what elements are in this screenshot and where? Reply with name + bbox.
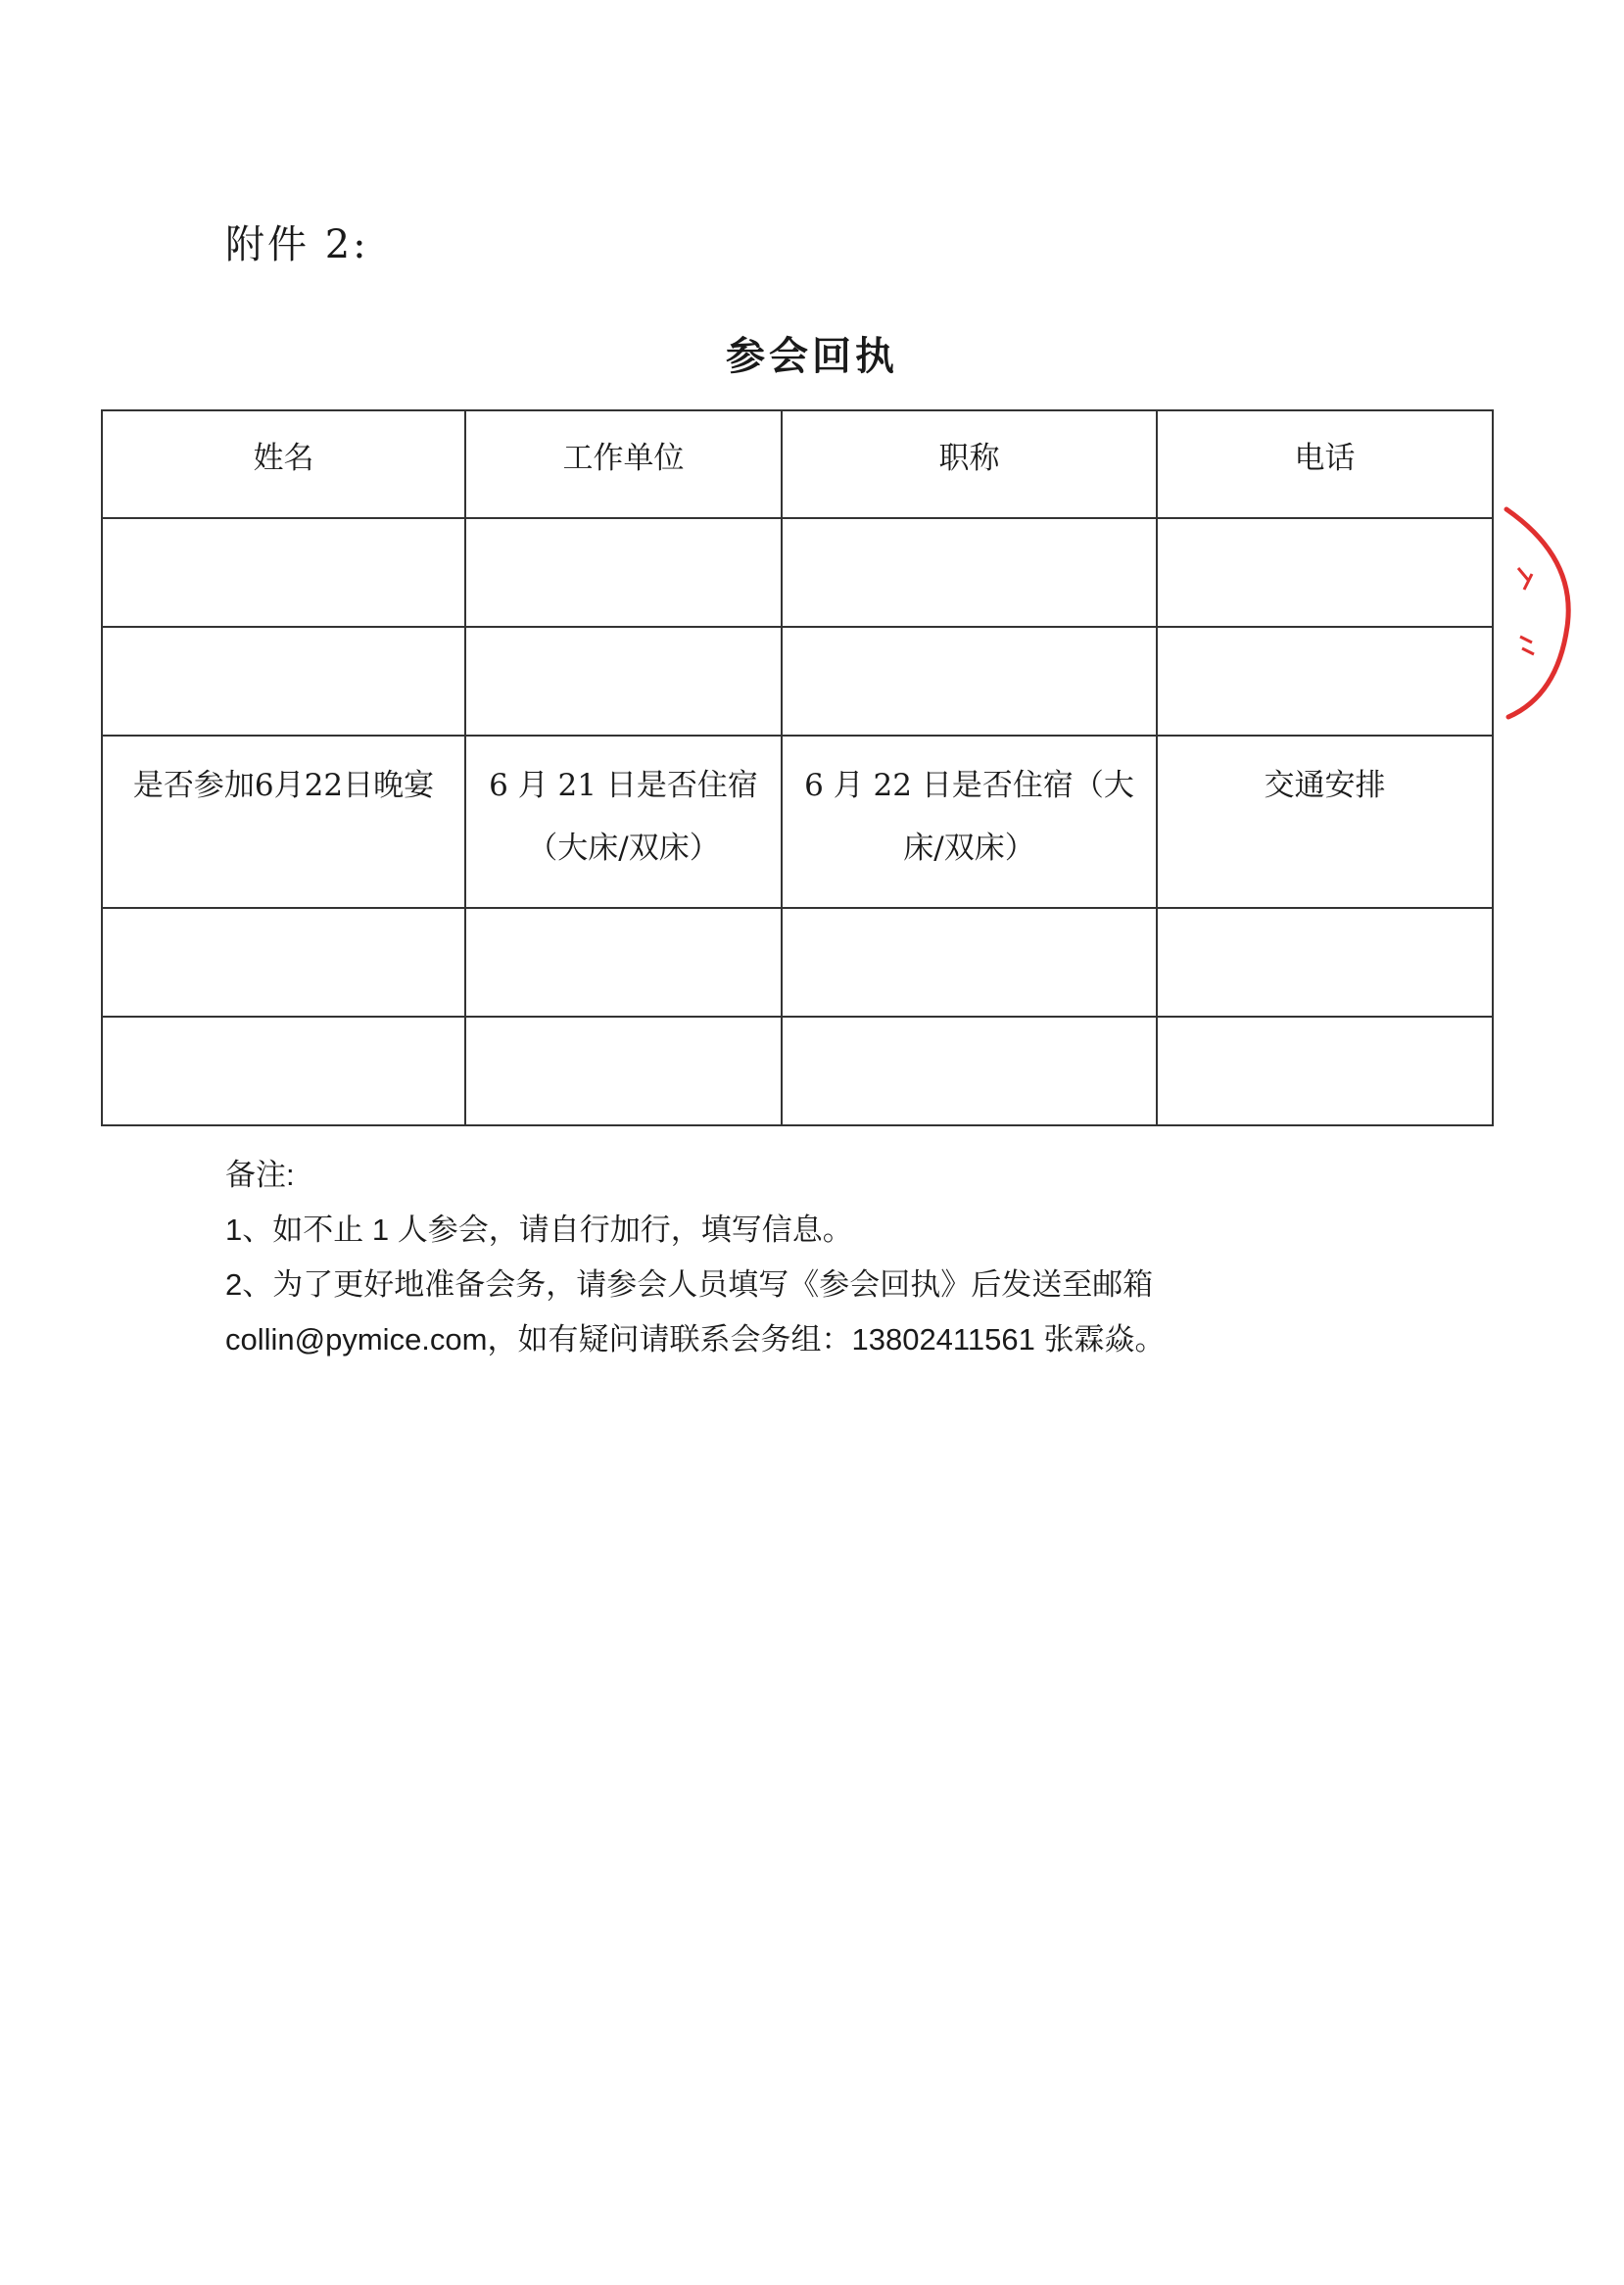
- note-line-3: collin@pymice.com，如有疑问请联系会务组：13802411561 张霖焱。: [225, 1322, 1166, 1357]
- transport-cell[interactable]: [1157, 1017, 1493, 1125]
- header-employer: 工作单位: [465, 410, 782, 518]
- lodging-june-21-cell[interactable]: [465, 1017, 782, 1125]
- note-line-2: 2、为了更好地准备会务，请参会人员填写《参会回执》后发送至邮箱: [225, 1267, 1154, 1302]
- red-seal-stamp: [1499, 500, 1577, 735]
- table-header-row: [102, 410, 1493, 518]
- seal-glyph-mark: [1520, 637, 1534, 654]
- table-row: [102, 1017, 1493, 1125]
- dinner-cell[interactable]: [102, 908, 465, 1017]
- lodging-june-21-cell[interactable]: [465, 908, 782, 1017]
- table-row: [102, 627, 1493, 736]
- header-lodging-june-21: 6 月 21 日是否住宿（大床/双床）: [465, 736, 782, 908]
- phone-cell[interactable]: [1157, 627, 1493, 736]
- employer-cell[interactable]: [465, 627, 782, 736]
- notes-heading: 备注:: [225, 1158, 295, 1192]
- table-row: [102, 908, 1493, 1017]
- header-transport: 交通安排: [1157, 736, 1493, 908]
- lodging-june-22-cell[interactable]: [782, 908, 1157, 1017]
- question-header-row: [102, 736, 1493, 908]
- header-phone: 电话: [1157, 410, 1493, 518]
- header-job-title: 职称: [782, 410, 1157, 518]
- note-line-1: 1、如不止 1 人参会，请自行加行，填写信息。: [225, 1213, 853, 1247]
- job-title-cell[interactable]: [782, 518, 1157, 627]
- seal-arc: [1506, 509, 1568, 717]
- receipt-table: [101, 409, 1494, 1126]
- attachment-label: 附件 2:: [225, 222, 369, 267]
- table-row: [102, 518, 1493, 627]
- name-cell[interactable]: [102, 518, 465, 627]
- transport-cell[interactable]: [1157, 908, 1493, 1017]
- employer-cell[interactable]: [465, 518, 782, 627]
- header-name: 姓名: [102, 410, 465, 518]
- job-title-cell[interactable]: [782, 627, 1157, 736]
- name-cell[interactable]: [102, 627, 465, 736]
- phone-cell[interactable]: [1157, 518, 1493, 627]
- header-lodging-june-22: 6 月 22 日是否住宿（大床/双床）: [782, 736, 1157, 908]
- dinner-cell[interactable]: [102, 1017, 465, 1125]
- lodging-june-22-cell[interactable]: [782, 1017, 1157, 1125]
- header-dinner-june-22: 是否参加6月22日晚宴: [102, 736, 465, 908]
- seal-arc-inner: [1518, 568, 1532, 590]
- notes-section: [225, 1148, 1401, 1367]
- document-title: 参会回执: [726, 334, 898, 379]
